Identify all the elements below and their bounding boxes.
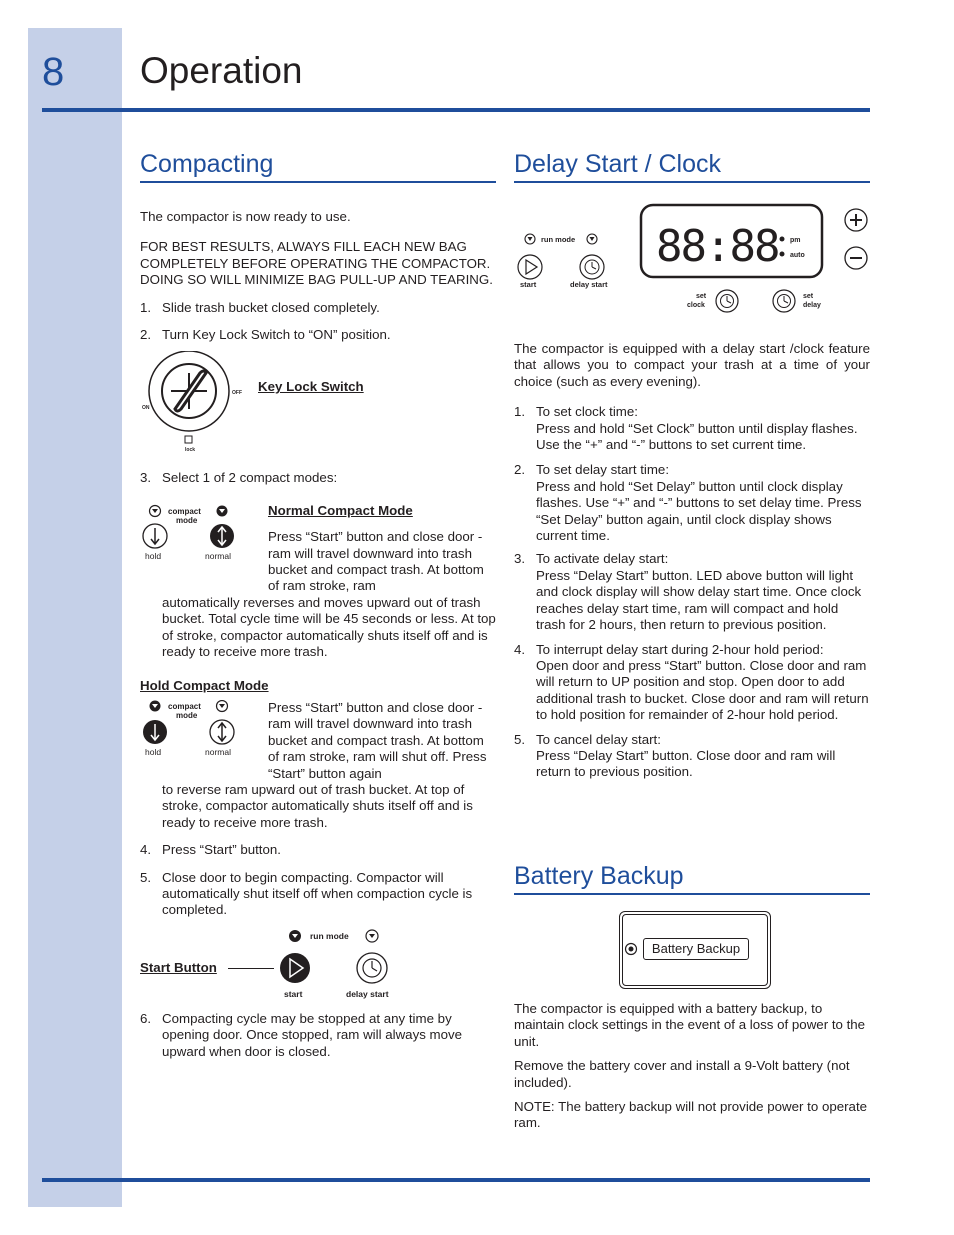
start-label: start xyxy=(284,988,303,999)
normal-mode-text-b: automatically reverses and moves upward out of trash bucket. Total cycle time will be 45 seconds or less. At top of stroke, compactor automatically shuts itself off and is ready to receive more trash. xyxy=(162,594,496,660)
panel-run-mode-label: run mode xyxy=(541,235,576,244)
key-lock-figure xyxy=(140,351,496,459)
battery-backup-section xyxy=(514,862,870,1132)
start-button-label: Start Button xyxy=(140,959,217,975)
normal-mode-text-a: Press “Start” button and close door - ram will travel downward into trash bucket and compact trash. At bottom of ram stroke, ram xyxy=(268,529,484,594)
auto-indicator: auto xyxy=(790,252,805,259)
hold-label: hold xyxy=(145,550,162,561)
key-lock-on-label: ON xyxy=(142,405,150,412)
control-panel-svg xyxy=(514,203,870,339)
run-mode-label: run mode xyxy=(310,930,349,941)
delay-start-section xyxy=(514,150,870,781)
key-lock-label: Key Lock Switch xyxy=(258,379,364,395)
svg-text:hold: hold xyxy=(145,746,162,757)
compacting-heading: Compacting xyxy=(140,150,496,183)
set-delay-label-1: set xyxy=(803,293,814,300)
normal-mode-title: Normal Compact Mode xyxy=(268,502,413,518)
normal-mode-block xyxy=(140,503,496,661)
normal-mode-panel xyxy=(140,503,250,563)
hold-mode-text-a: Press “Start” button and close door - ram will travel downward into trash bucket and compact trash. At bottom of ram stroke, ram will shut off. Press “Start” button again xyxy=(268,699,487,781)
step-2: 2. Turn Key Lock Switch to “ON” position. xyxy=(140,327,391,343)
delay-start-heading: Delay Start / Clock xyxy=(514,150,870,183)
hold-mode-block xyxy=(140,700,496,831)
delay-step-2: 2. To set delay start time: Press and hold “Set Delay” button until clock display flashes. Use “+” and “-” buttons to set delay time. Press “Set Delay” button again, until clock display shows current time. xyxy=(514,462,862,544)
step-5: 5. Close door to begin compacting. Compactor will automatically shut itself off when compaction cycle is completed. xyxy=(140,869,473,918)
delay-step-4: 4. To interrupt delay start during 2-hour hold period: Open door and press “Start” button. Close door and ram will return to UP position and stop. Open door to add additional trash to bucket. Close door and ram will return to hold position for remainder of 2-hour hold period. xyxy=(514,641,869,723)
delay-start-label: delay start xyxy=(346,988,389,999)
battery-text-2: Remove the battery cover and install a 9-Volt battery (not included). xyxy=(514,1058,850,1090)
hold-mode-text-b: to reverse ram upward out of trash bucket. At top of stroke, compactor automatically shuts itself off and is ready to receive more trash. xyxy=(162,781,473,830)
start-button-figure xyxy=(140,927,496,1003)
key-lock-switch-icon xyxy=(140,351,250,459)
bottom-rule xyxy=(42,1178,870,1182)
panel-start-label: start xyxy=(520,280,537,289)
delay-step-1: 1. To set clock time: Press and hold “Set Clock” button until display flashes. Use the “+” and “-” buttons to set current time. xyxy=(514,404,858,453)
battery-backup-panel xyxy=(619,911,773,991)
panel-delay-start-label: delay start xyxy=(570,280,608,289)
delay-step-5: 5. To cancel delay start: Press “Delay Start” button. Close door and ram will return to previous position. xyxy=(514,731,836,780)
step-3: 3. Select 1 of 2 compact modes: xyxy=(140,470,338,486)
hold-mode-panel xyxy=(140,700,250,760)
best-results-text: FOR BEST RESULTS, ALWAYS FILL EACH NEW BAG COMPLETELY BEFORE OPERATING THE COMPACTOR. DOING SO WILL MINIMIZE BAG PULL-UP AND TEARING. xyxy=(140,239,493,288)
set-delay-label-2: delay xyxy=(803,302,821,309)
delay-control-panel xyxy=(514,203,870,339)
step-6: 6. Compacting cycle may be stopped at any time by opening door. Once stopped, ram will always move upward when door is closed. xyxy=(140,1010,463,1059)
svg-text:compact: compact xyxy=(168,701,201,711)
delay-intro-text: The compactor is equipped with a delay start /clock feature that allows you to compact your trash at a time of your choice (such as every evening). xyxy=(514,341,870,389)
set-clock-label-2: clock xyxy=(687,302,705,309)
pm-indicator: pm xyxy=(790,237,801,244)
compact-label: compact xyxy=(168,506,201,516)
key-lock-off-label: OFF xyxy=(232,390,242,397)
battery-backup-label: Battery Backup xyxy=(643,938,749,960)
normal-label: normal xyxy=(205,550,231,561)
mode-label: mode xyxy=(176,515,198,525)
clock-display: 88:88 xyxy=(656,221,779,272)
set-clock-label-1: set xyxy=(696,293,707,300)
battery-indicator-icon xyxy=(624,942,638,956)
intro-text: The compactor is now ready to use. xyxy=(140,209,351,224)
delay-step-3: 3. To activate delay start: Press “Delay Start” button. LED above button will light and clock display will show delay start time. Once clock reaches delay start time, ram will compact and hold trash for 2 hours, then return to previous position. xyxy=(514,551,862,633)
page-sidebar xyxy=(28,28,122,1207)
page-title: Operation xyxy=(140,50,303,91)
step-1: 1. Slide trash bucket closed completely. xyxy=(140,299,380,315)
battery-backup-heading: Battery Backup xyxy=(514,862,870,895)
step-4: 4. Press “Start” button. xyxy=(140,842,281,858)
battery-text-3: NOTE: The battery backup will not provide power to operate ram. xyxy=(514,1099,868,1131)
compacting-section xyxy=(140,150,496,1060)
svg-text:mode: mode xyxy=(176,710,198,720)
key-lock-lock-label: lock xyxy=(185,447,196,454)
start-panel xyxy=(276,927,416,1003)
page-number: 8 xyxy=(42,50,65,94)
top-rule xyxy=(42,108,870,112)
hold-mode-title: Hold Compact Mode xyxy=(140,677,269,693)
start-button-leader xyxy=(228,968,274,969)
svg-text:normal: normal xyxy=(205,746,231,757)
battery-text-1: The compactor is equipped with a battery backup, to maintain clock settings in the event of a loss of power to the unit. xyxy=(514,1001,866,1049)
